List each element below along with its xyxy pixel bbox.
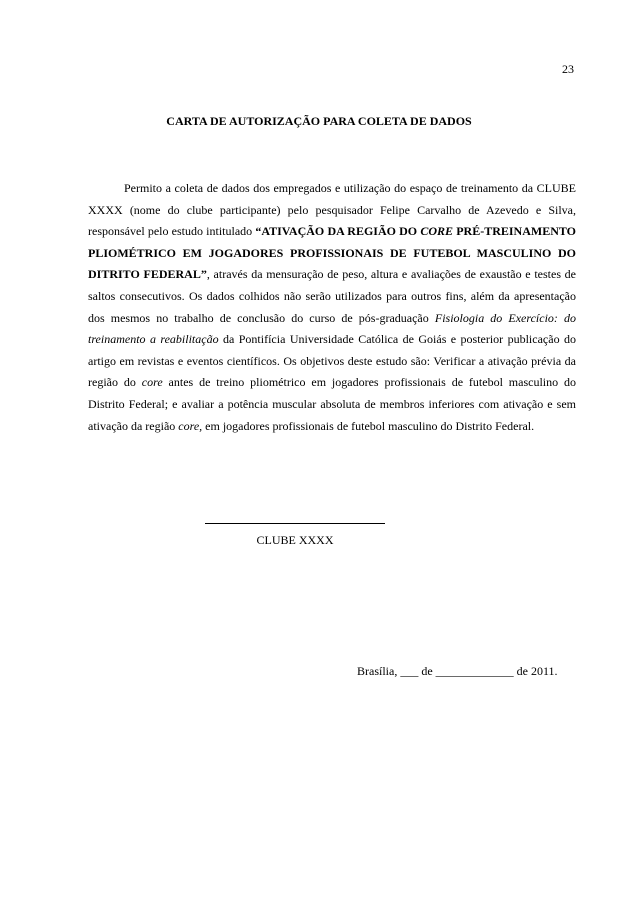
signature-line [205,523,385,524]
signature-name: CLUBE XXXX [256,533,334,547]
study-title-core: CORE [420,224,454,239]
core-term: core, [178,418,203,433]
authorization-paragraph [88,178,576,437]
document-title: CARTA DE AUTORIZAÇÃO PARA COLETA DE DADOS [166,114,472,128]
paragraph-text-5: em jogadores profissionais de futebol masculino do Distrito Federal. [202,418,535,433]
course-name: Fisiologia do Exercício: do treinamento a reabilitação [88,310,576,347]
page-number: 23 [562,62,574,76]
paragraph-text-3: da Pontifícia Universidade Católica de Goiás e posterior publicação do artigo em revistas e eventos científicos. Os objetivos deste estudo são: Verificar a ativação prévia da região do [88,332,576,390]
paragraph-text-1: Permito a coleta de dados dos empregados e utilização do espaço de treinamento da CLUBE XXXX (nome do clube participante) pelo pesquisador Felipe Carvalho de Azevedo e Silva, responsável pelo estudo intitulado [88,181,576,239]
core-term: core [141,375,163,390]
paragraph-text-2: , através da mensuração de peso, altura e avaliações de exaustão e testes de saltos consecutivos. Os dados colhidos não serão utilizados para outros fins, além da apresentação dos mesmos no trabalho de conclusão do curso de pós-graduação [88,267,577,325]
paragraph-text-4: antes de treino pliométrico em jogadores profissionais de futebol masculino do Distrito Federal; e avaliar a potência muscular absoluta de membros inferiores com ativação e sem ativação da região [88,375,577,433]
study-title-part-1: “ATIVAÇÃO DA REGIÃO DO [255,224,421,239]
study-title-part-2: PRÉ-TREINAMENTO PLIOMÉTRICO EM JOGADORES PROFISSIONAIS DE FUTEBOL MASCULINO DO DITRITO FEDERAL” [88,224,576,282]
date-place-line: Brasília, ___ de _____________ de 2011. [357,664,558,678]
